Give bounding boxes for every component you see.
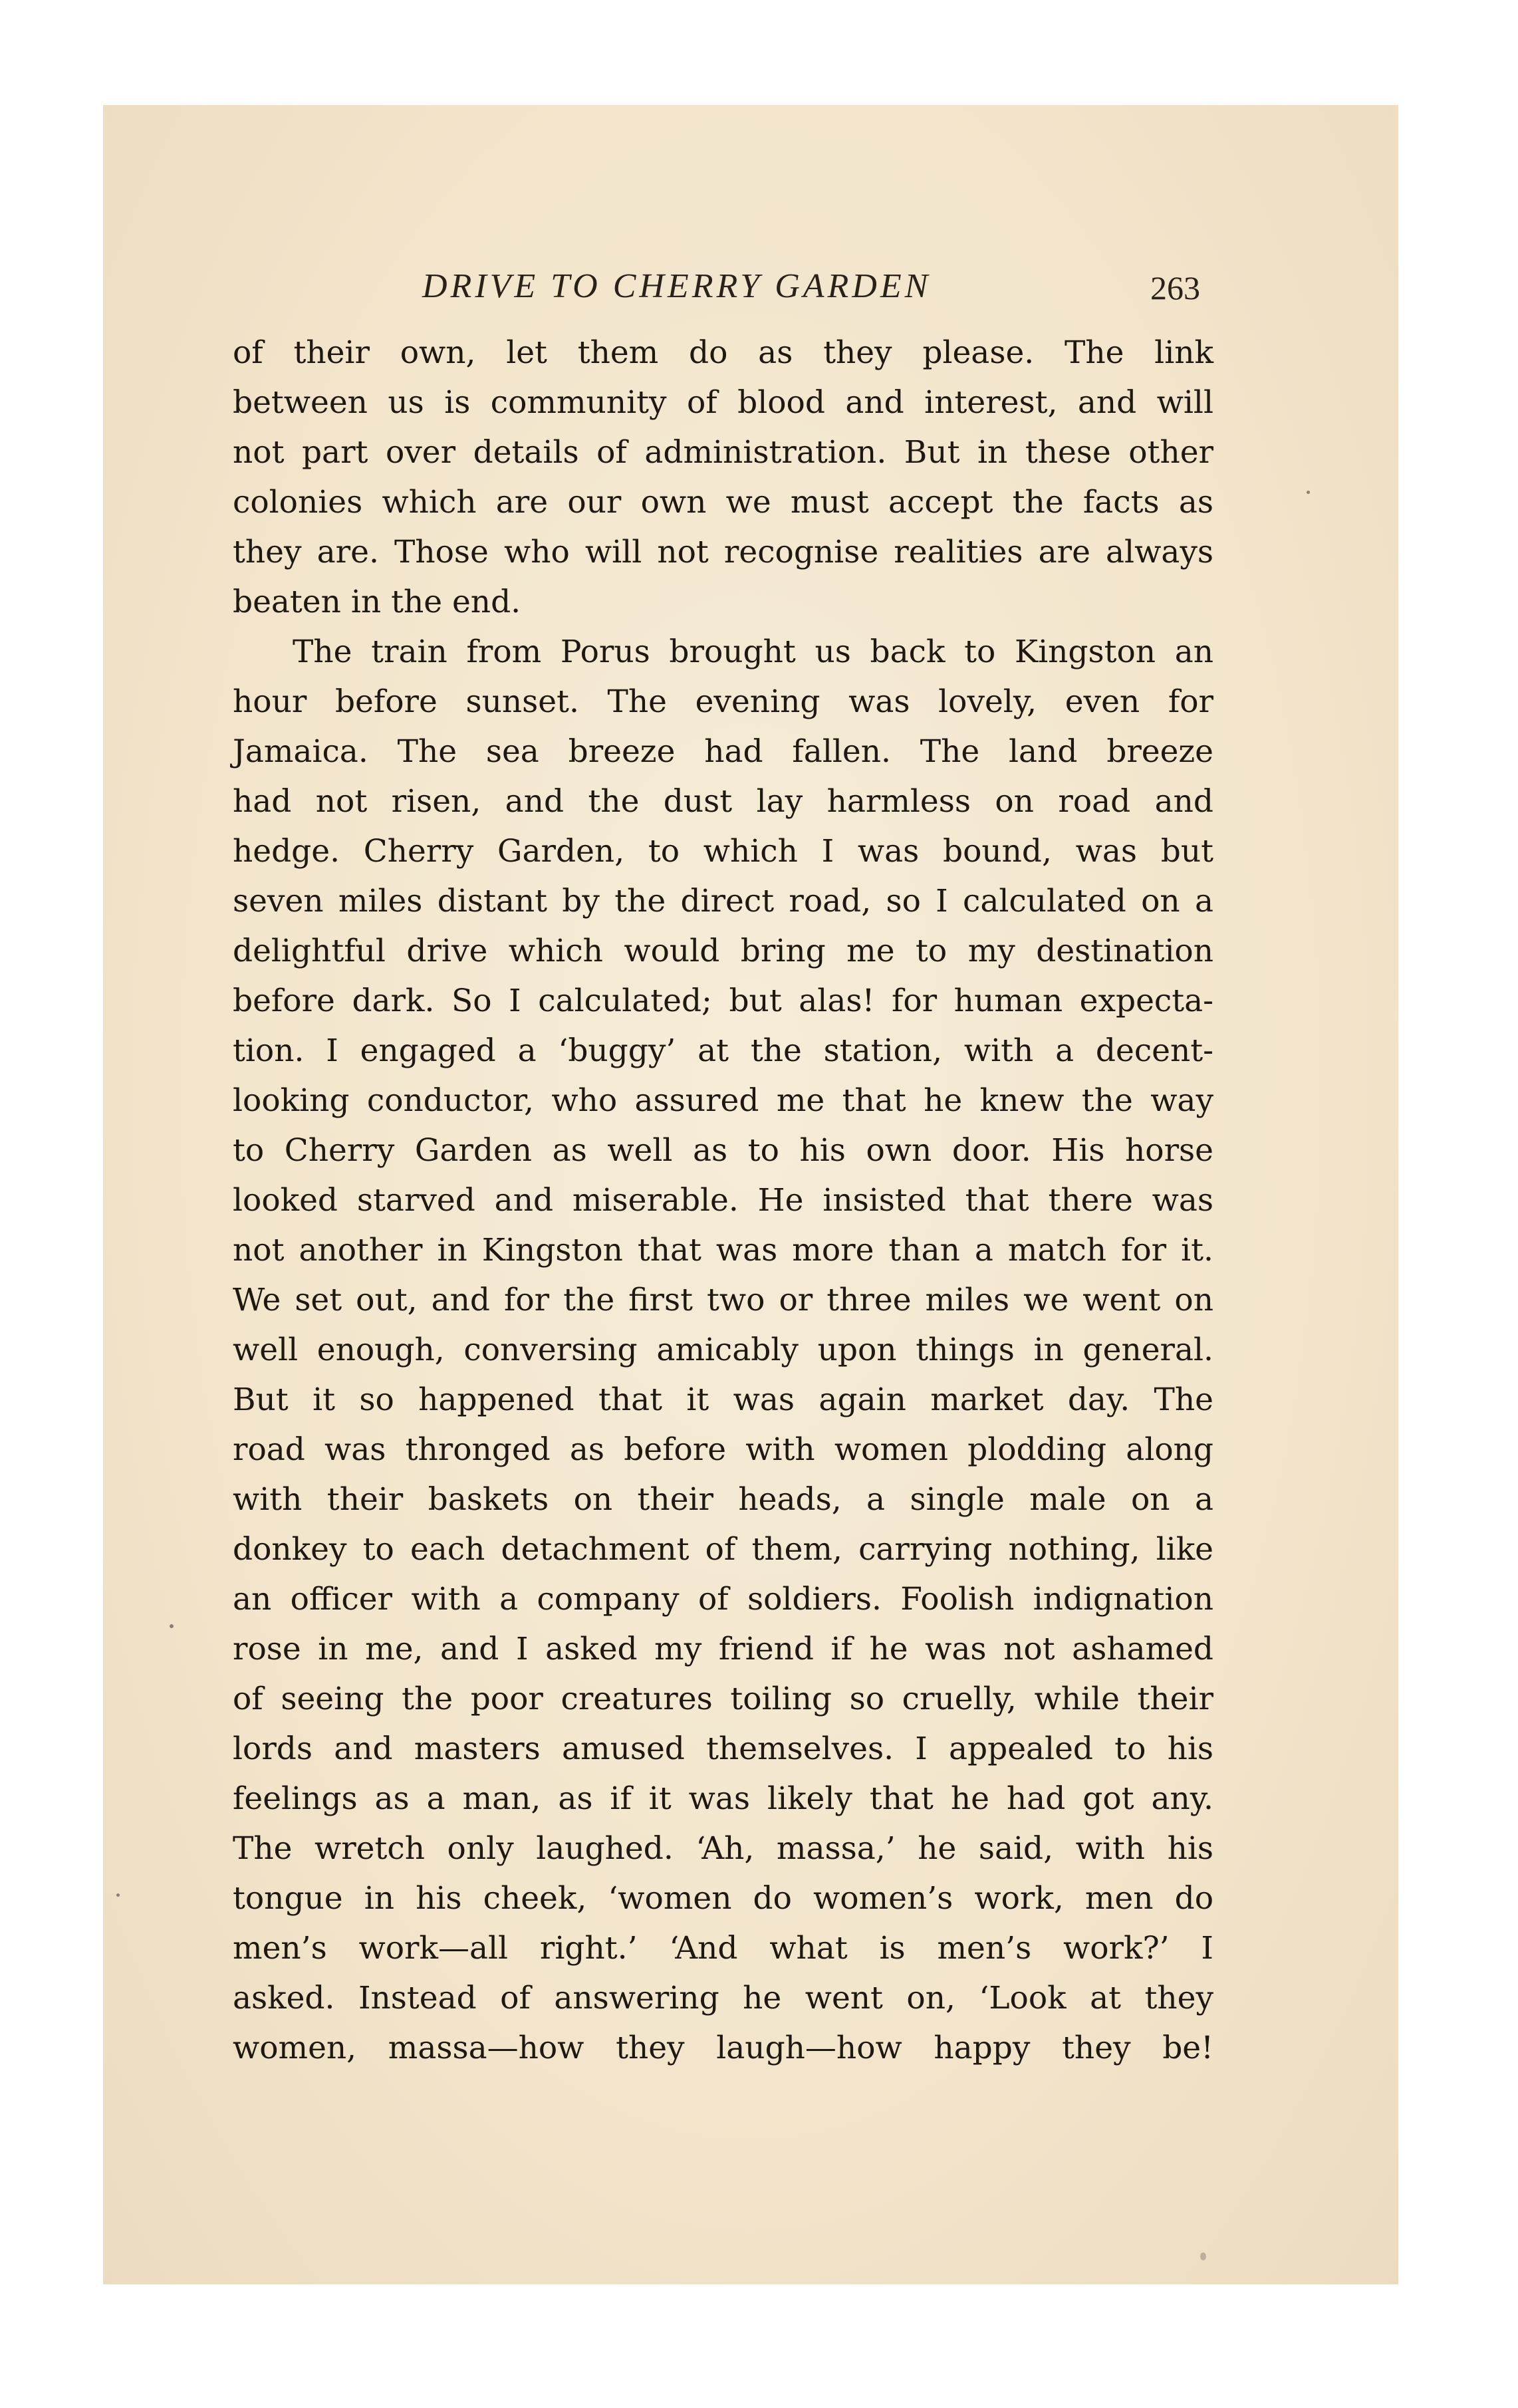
text-line: The train from Porus brought us back to Kingston an (293, 634, 1213, 670)
text-line: colonies which are our own we must accept the facts as (233, 484, 1213, 521)
text-line: But it so happened that it was again market day. The (233, 1382, 1213, 1418)
text-line: beaten in the end. (233, 584, 521, 620)
text-line: had not risen, and the dust lay harmless on road and (233, 783, 1213, 820)
text-line: women, massa—how they laugh—how happy they be! (233, 2030, 1213, 2066)
text-line: We set out, and for the first two or three miles we went on (233, 1282, 1213, 1318)
text-line: donkey to each detachment of them, carrying nothing, like (233, 1531, 1213, 1568)
text-line: The wretch only laughed. ‘Ah, massa,’ he said, with his (233, 1830, 1213, 1867)
text-line: they are. Those who will not recognise realities are always (233, 534, 1213, 570)
text-line: not another in Kingston that was more than a match for it. (233, 1232, 1213, 1268)
text-line: feelings as a man, as if it was likely that he had got any. (233, 1780, 1213, 1817)
text-line: rose in me, and I asked my friend if he was not ashamed (233, 1631, 1213, 1667)
text-line: hour before sunset. The evening was lovely, even for (233, 683, 1213, 720)
book-page (103, 105, 1398, 2284)
text-line: an officer with a company of soldiers. Foolish indignation (233, 1581, 1213, 1618)
text-line: well enough, conversing amicably upon things in general. (233, 1332, 1213, 1368)
text-line: Jamaica. The sea breeze had fallen. The land breeze (233, 733, 1213, 770)
text-line: of their own, let them do as they please. The link (233, 334, 1213, 371)
text-line: looked starved and miserable. He insisted that there was (233, 1182, 1213, 1219)
paper-speck (1200, 2252, 1206, 2260)
text-line: with their baskets on their heads, a single male on a (233, 1481, 1213, 1518)
text-line: to Cherry Garden as well as to his own door. His horse (233, 1132, 1213, 1169)
text-line: not part over details of administration. But in these other (233, 434, 1213, 471)
text-line: road was thronged as before with women plodding along (233, 1431, 1213, 1468)
page-number: 263 (1150, 269, 1200, 306)
text-line: men’s work—all right.’ ‘And what is men’s work?’ I (233, 1930, 1213, 1967)
text-line: lords and masters amused themselves. I appealed to his (233, 1731, 1213, 1767)
text-line: before dark. So I calculated; but alas! for human expecta- (233, 983, 1213, 1019)
body-text (233, 328, 1213, 2073)
text-line: tion. I engaged a ‘buggy’ at the station, with a decent- (233, 1032, 1213, 1069)
paper-speck (116, 1893, 120, 1897)
text-line: asked. Instead of answering he went on, ‘Look at they (233, 1980, 1213, 2016)
text-line: tongue in his cheek, ‘women do women’s work, men do (233, 1880, 1213, 1917)
text-line: of seeing the poor creatures toiling so cruelly, while their (233, 1681, 1213, 1717)
text-line: delightful drive which would bring me to my destination (233, 933, 1213, 969)
text-line: looking conductor, who assured me that he knew the way (233, 1082, 1213, 1119)
paper-speck (1307, 491, 1310, 494)
paper-speck (170, 1624, 174, 1628)
running-head (103, 260, 1398, 313)
text-line: hedge. Cherry Garden, to which I was bound, was but (233, 833, 1213, 870)
chapter-title: DRIVE TO CHERRY GARDEN (422, 267, 932, 305)
text-line: seven miles distant by the direct road, so I calculated on a (233, 883, 1213, 919)
text-line: between us is community of blood and interest, and will (233, 384, 1213, 421)
